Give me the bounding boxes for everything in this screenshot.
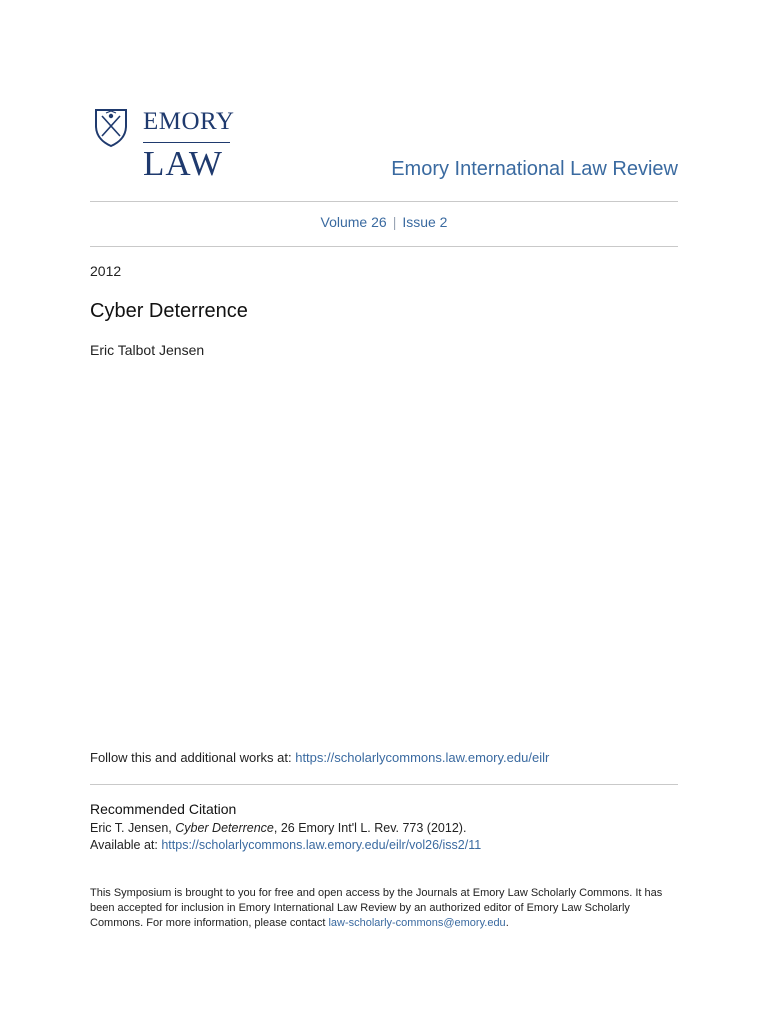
notice-text: This Symposium is brought to you for free and open access by the Journals at Emory Law Scholarly Commons. It has been accepted for inclusion in Emory International Law Review by an authorized editor of Emory Law Scholarly Commons. For more information, please contact bbox=[90, 887, 663, 929]
journal-title-link[interactable]: Emory International Law Review bbox=[391, 158, 678, 180]
issue-link[interactable]: Issue 2 bbox=[402, 214, 448, 230]
logo-divider bbox=[143, 142, 230, 143]
available-url-link[interactable]: https://scholarlycommons.law.emory.edu/eilr/vol26/iss2/11 bbox=[161, 838, 482, 852]
available-prefix: Available at: bbox=[90, 838, 162, 852]
separator: | bbox=[392, 214, 397, 230]
logo-wordmark-law: LAW bbox=[143, 144, 223, 183]
available-at-line bbox=[90, 837, 481, 854]
notice-end: . bbox=[505, 917, 509, 929]
header-rule-bottom bbox=[90, 246, 678, 247]
logo-wordmark-emory: EMORY bbox=[143, 108, 235, 135]
header-rule-top bbox=[90, 201, 678, 202]
contact-email-link[interactable]: law-scholarly-commons@emory.edu bbox=[328, 917, 506, 929]
article-title: Cyber Deterrence bbox=[90, 300, 248, 322]
citation-rule bbox=[90, 784, 678, 785]
citation-text bbox=[90, 820, 481, 837]
article-author: Eric Talbot Jensen bbox=[90, 342, 205, 358]
recommended-citation-heading: Recommended Citation bbox=[90, 801, 237, 817]
access-notice bbox=[90, 886, 682, 931]
publication-year: 2012 bbox=[90, 263, 122, 279]
citation-rest: , 26 Emory Int'l L. Rev. 773 (2012). bbox=[273, 821, 467, 835]
citation-title: Cyber Deterrence bbox=[175, 821, 274, 835]
citation-author: Eric T. Jensen, bbox=[90, 821, 176, 835]
follow-prefix: Follow this and additional works at: bbox=[90, 750, 296, 765]
volume-issue-line bbox=[0, 214, 768, 230]
citation-block bbox=[90, 820, 481, 854]
follow-url-link[interactable]: https://scholarlycommons.law.emory.edu/eilr bbox=[295, 750, 550, 765]
shield-icon bbox=[94, 108, 128, 148]
volume-link[interactable]: Volume 26 bbox=[320, 214, 387, 230]
follow-line bbox=[90, 750, 549, 765]
